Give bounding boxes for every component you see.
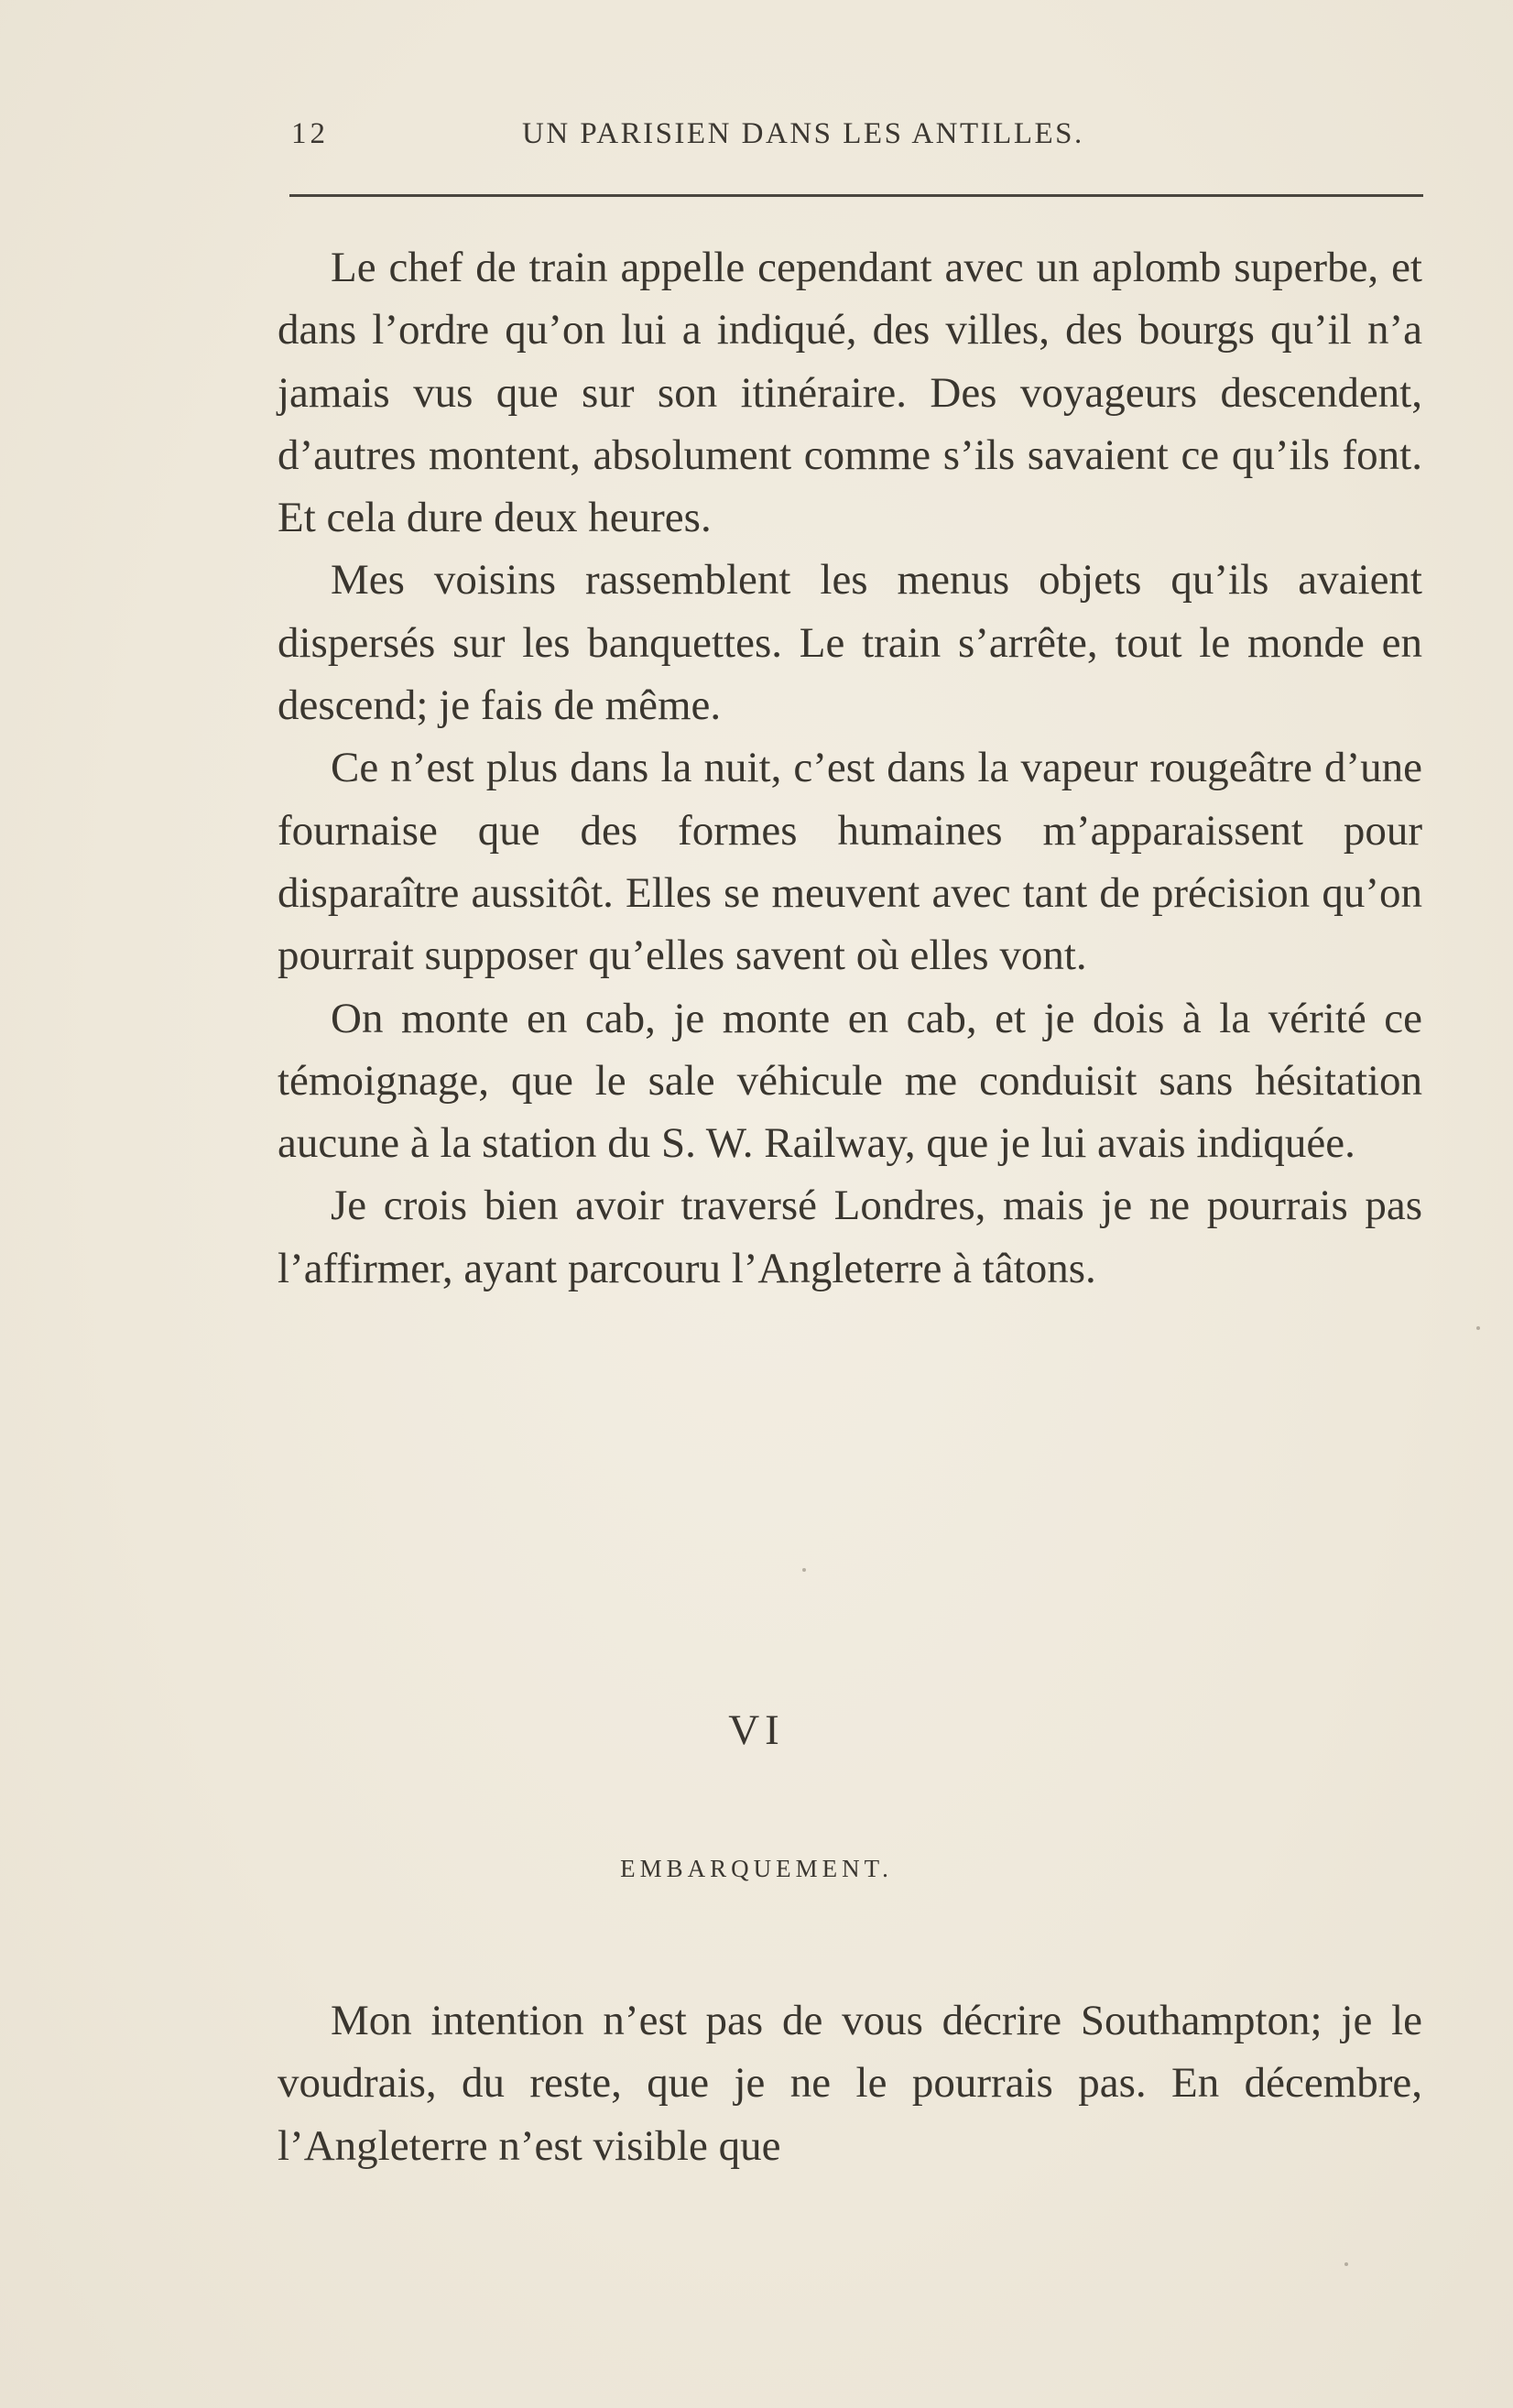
paragraph: Ce n’est plus dans la nuit, c’est dans la vapeur rougeâtre d’une fournaise que des formes humaines m’apparaissent pour disparaître aussitôt. Elles se meuvent avec tant de précision qu’on pourrait supposer qu’elles savent où elles vont. <box>278 744 1422 980</box>
chapter-body-text <box>278 1989 1422 2177</box>
body-text <box>278 236 1422 1300</box>
paper-speck <box>1344 2262 1348 2266</box>
header-rule <box>289 194 1423 197</box>
paper-speck <box>1476 1326 1480 1330</box>
paragraph: Mon intention n’est pas de vous décrire Southampton; je le voudrais, du reste, que je ne le pourrais pas. En décembre, l’Angleterre n’est visible que <box>278 1997 1422 2170</box>
chapter-title: EMBARQUEMENT. <box>620 1855 893 1882</box>
paragraph: Je crois bien avoir traversé Londres, mais je ne pourrais pas l’affirmer, ayant parcouru l’Angleterre à tâtons. <box>278 1182 1422 1292</box>
running-head <box>291 117 1420 154</box>
page-number: 12 <box>291 117 329 150</box>
paragraph: Le chef de train appelle cependant avec un aplomb superbe, et dans l’ordre qu’on lui a indiqué, des villes, des bourgs qu’il n’a jamais vus que sur son itinéraire. Des voyageurs descendent, d’autres montent, absolument comme s’ils savaient ce qu’ils font. Et cela dure deux heures. <box>278 244 1422 542</box>
paper-speck <box>802 1568 806 1572</box>
paragraph: Mes voisins rassemblent les menus objets qu’ils avaient dispersés sur les banquettes. Le train s’arrête, tout le monde en descend; je fais de même. <box>278 556 1422 730</box>
chapter-number: VI <box>728 1706 785 1754</box>
paragraph: On monte en cab, je monte en cab, et je dois à la vérité ce témoignage, que le sale véhicule me conduisit sans hésitation aucune à la station du S. W. Railway, que je lui avais indiquée. <box>278 994 1422 1168</box>
running-title: UN PARISIEN DANS LES ANTILLES. <box>522 117 1084 150</box>
